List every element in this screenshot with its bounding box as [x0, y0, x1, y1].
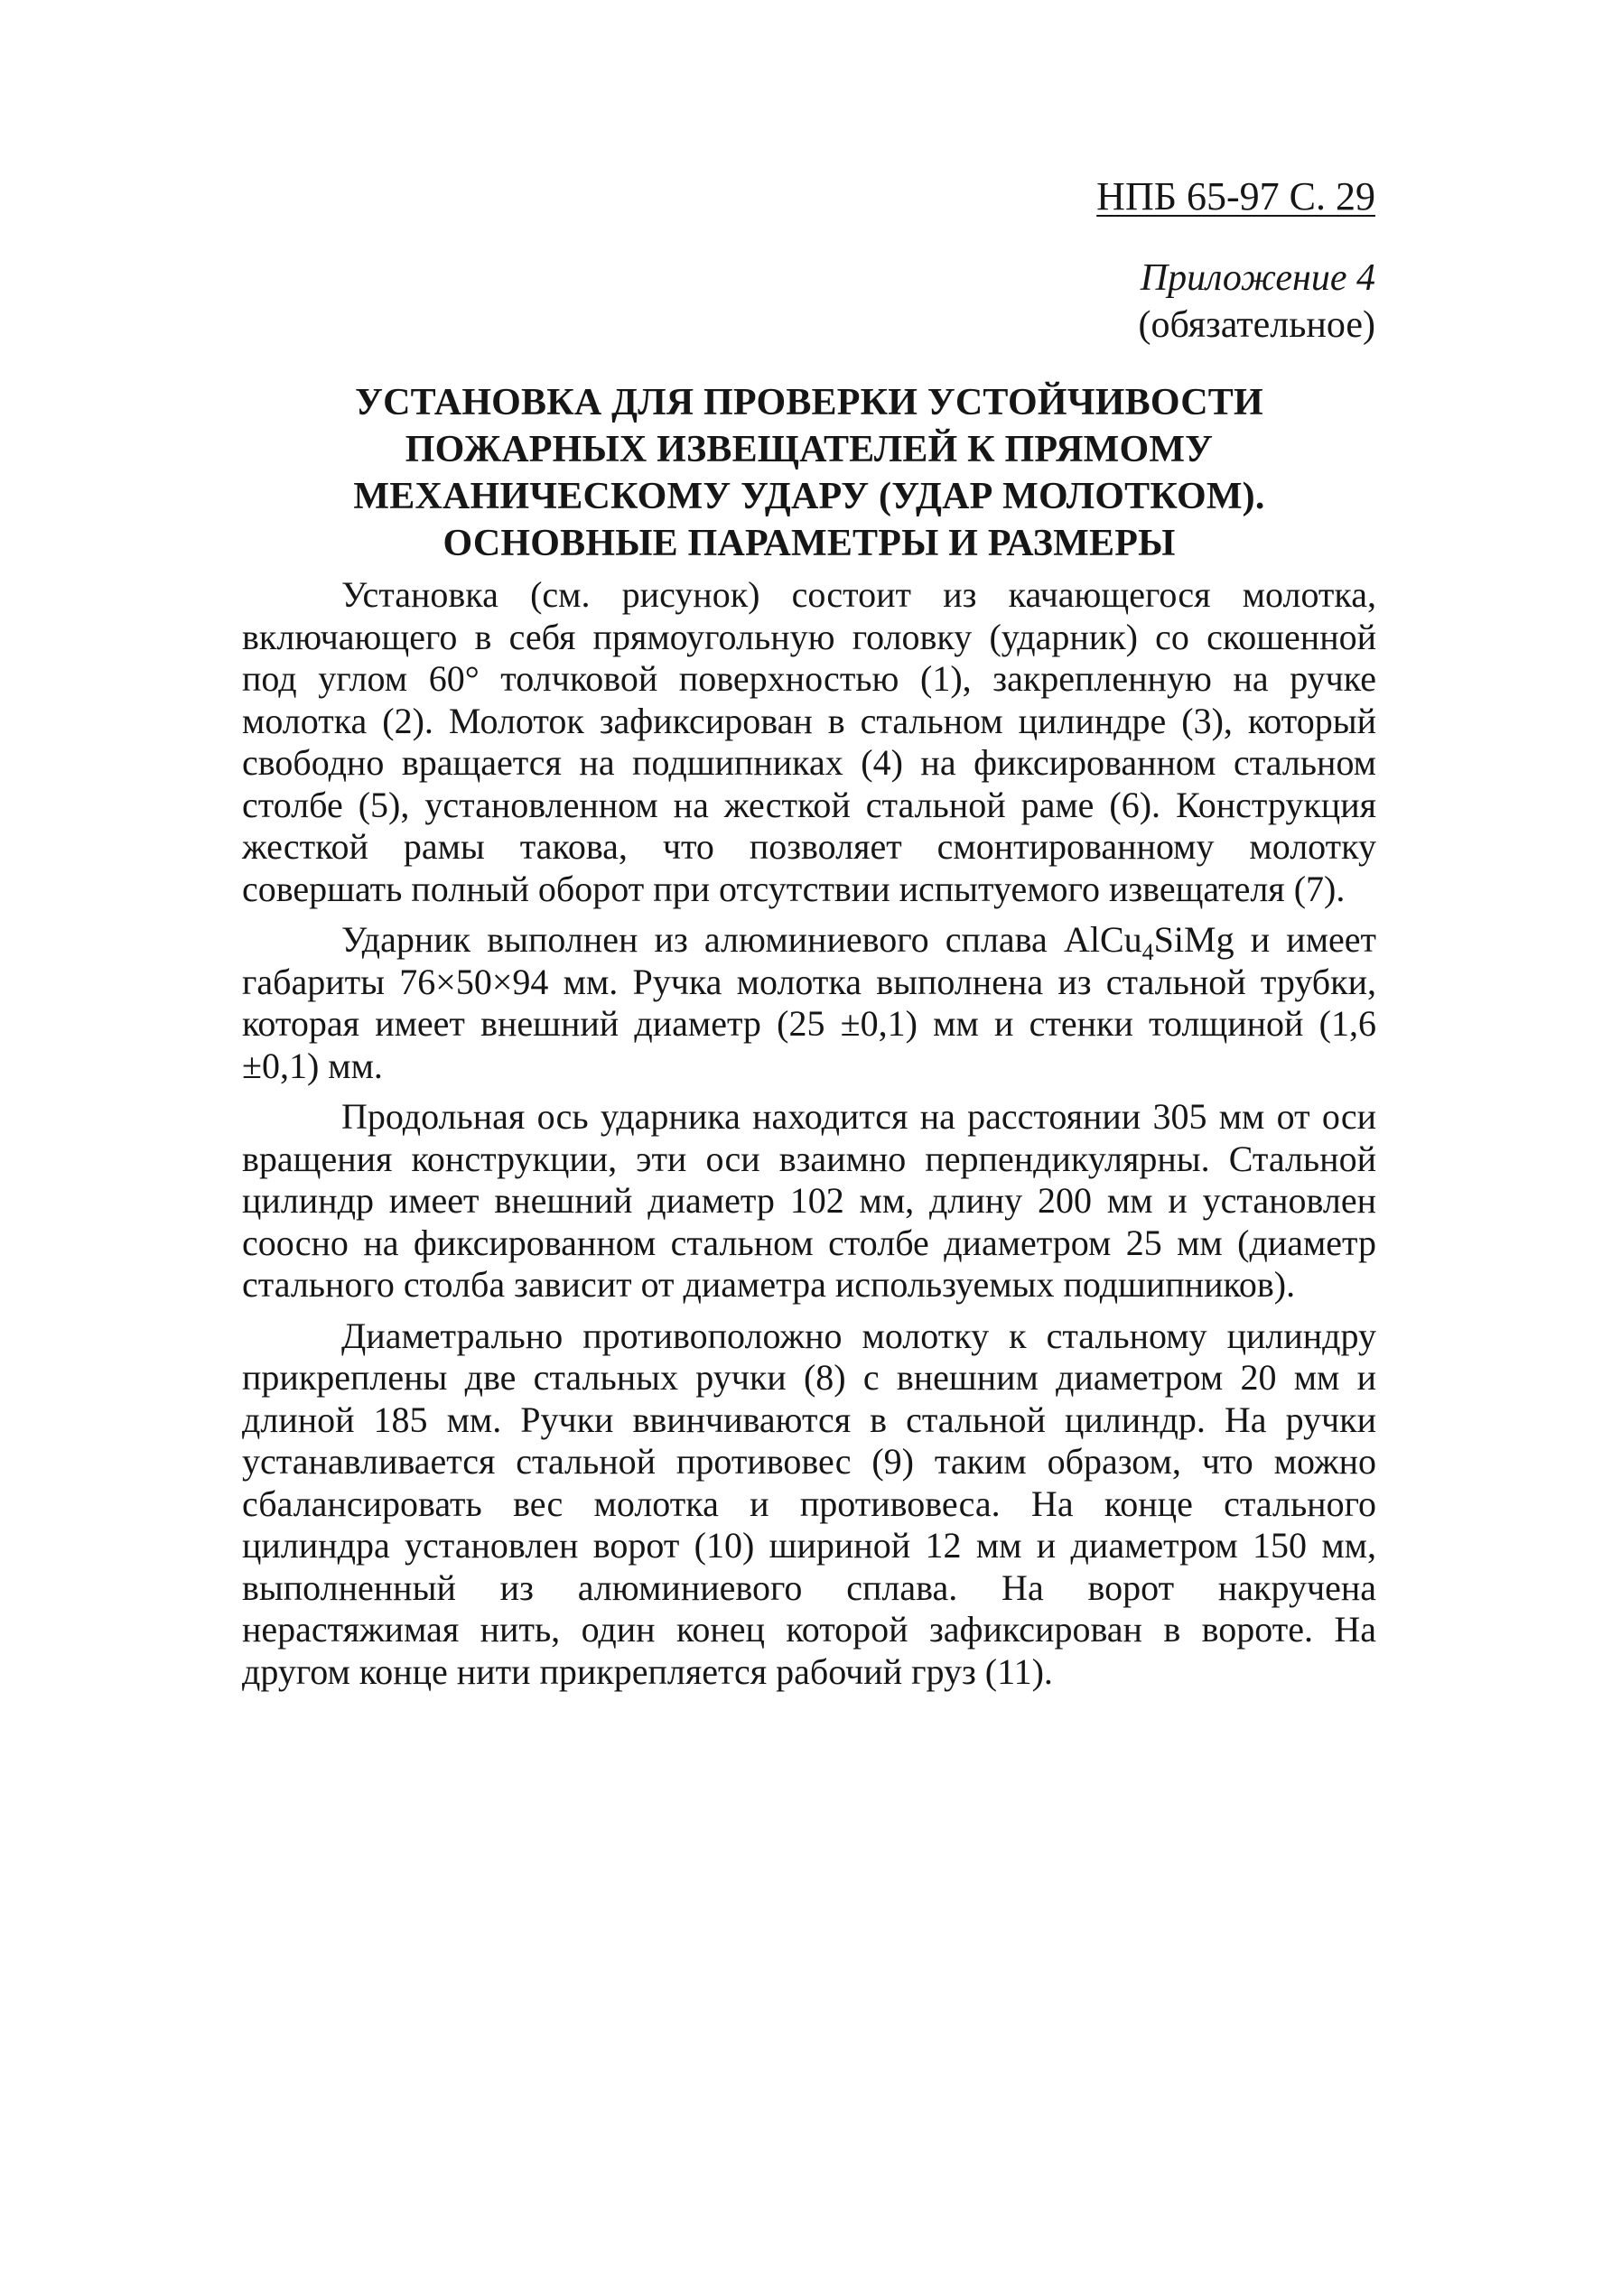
paragraph-striker-material	[242, 919, 1376, 1087]
section-title-line: ПОЖАРНЫХ ИЗВЕЩАТЕЛЕЙ К ПРЯМОМУ	[405, 429, 1214, 470]
body-text	[242, 574, 1376, 1693]
appendix-label	[1139, 255, 1376, 349]
section-title	[242, 379, 1376, 567]
section-title-line: ОСНОВНЫЕ ПАРАМЕТРЫ И РАЗМЕРЫ	[443, 523, 1176, 564]
paragraph-counterweight: Диаметрально противоположно молотку к стальному цилиндру прикреплены две стальных ручки (8) с внешним диаметром 20 мм и длиной 185 мм. Ручки ввинчиваются в стальной цилиндр. На ручки устанавливается стальной противовес (9) таким образом, что можно сбалансировать вес молотка и противовеса. На конце стального цилиндра установлен ворот (10) шириной 12 мм и диаметром 150 мм, выполненный из алюминиевого сплава. На ворот накручена нерастяжимая нить, один конец которой зафиксирован в вороте. На другом конце нити прикрепляется рабочий груз (11).	[242, 1315, 1376, 1692]
section-title-line: МЕХАНИЧЕСКОМУ УДАРУ (УДАР МОЛОТКОМ).	[353, 476, 1265, 517]
subscript: 4	[1141, 939, 1154, 965]
paragraph-text: Ударник выполнен из алюминиевого сплава AlCu	[341, 919, 1142, 960]
section-title-line: УСТАНОВКА ДЛЯ ПРОВЕРКИ УСТОЙЧИВОСТИ	[355, 382, 1263, 423]
paragraph-setup-description: Установка (см. рисунок) состоит из качающегося молотка, включающего в себя прямоугольную головку (ударник) со скошенной под углом 60° толчковой поверхностью (1), закрепленную на ручке молотка (2). Молоток зафиксирован в стальном цилиндре (3), который свободно вращается на подшипниках (4) на фиксированном стальном столбе (5), установленном на жесткой стальной раме (6). Конструкция жесткой рамы такова, что позволяет смонтированному молотку совершать полный оборот при отсутствии испытуемого извещателя (7).	[242, 574, 1376, 909]
appendix-title: Приложение 4	[1140, 257, 1375, 299]
appendix-status: (обязательное)	[1138, 304, 1375, 346]
paragraph-text: SiMg и имеет габариты 76×50×94 мм. Ручка молотка выполнена из стальной трубки, которая имеет внешний диаметр (25 ±0,1) мм и стенки толщиной (1,6 ±0,1) мм.	[242, 919, 1376, 1086]
paragraph-axis-dimensions: Продольная ось ударника находится на расстоянии 305 мм от оси вращения конструкции, эти оси взаимно перпендикулярны. Стальной цилиндр имеет внешний диаметр 102 мм, длину 200 мм и установлен соосно на фиксированном стальном столбе диаметром 25 мм (диаметр стального столба зависит от диаметра используемых подшипников).	[242, 1096, 1376, 1305]
page-header-doc-ref: НПБ 65-97 С. 29	[1096, 174, 1375, 218]
